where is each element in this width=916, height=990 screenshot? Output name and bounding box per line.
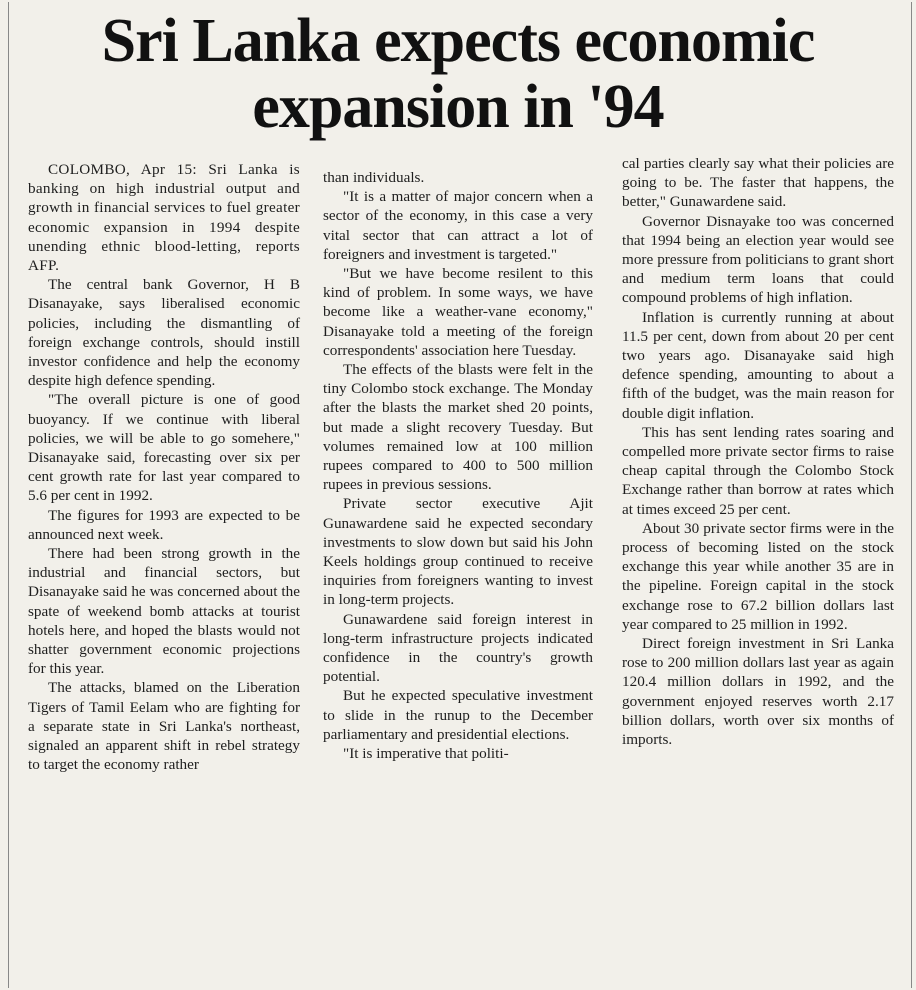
paragraph: "It is imperative that politi- <box>343 745 509 763</box>
article-column-2 <box>323 168 593 763</box>
paragraph: The central bank Governor, H B Disanayake, says liberalised economic policies, including the dismantling of foreign exchange controls, should instill investor confidence and help the economy despite high defence spending. <box>28 276 300 390</box>
paragraph: "It is a matter of major concern when a sector of the economy, in this case a very vital sector that can attract a lot of foreigners and investment is targeted." <box>323 188 593 263</box>
paragraph: Gunawardene said foreign interest in long-term infrastructure projects indicated confidence in the country's growth potential. <box>323 610 593 686</box>
paragraph: Private sector executive Ajit Gunawardene said he expected secondary investments to slow down but said his John Keels holdings group continued to receive inquiries from foreigners wanting to invest in long-term projects. <box>323 495 593 609</box>
headline <box>0 8 916 140</box>
paragraph: But he expected speculative investment to slide in the runup to the December parliamentary and presidential elections. <box>323 687 593 743</box>
paragraph: There had been strong growth in the industrial and financial sectors, but Disanayake said he was concerned about the spate of weekend bomb attacks at tourist hotels here, and hoped the blasts would not shatter government economic projections for this year. <box>28 545 300 678</box>
paragraph: About 30 private sector firms were in the process of becoming listed on the stock exchange this year while another 35 are in the pipeline. Foreign capital in the stock exchange rose to 67.2 billion dollars last year compared to 25 million in 1992. <box>622 519 894 633</box>
paragraph: The effects of the blasts were felt in the tiny Colombo stock exchange. The Monday after the blasts the market shed 20 points, but made a slight recovery Tuesday. But volumes remained low at 100 million rupees compared to 400 to 500 million rupees in previous sessions. <box>323 361 593 494</box>
paragraph: Governor Disnayake too was concerned that 1994 being an election year would see more pressure from politicians to grant short and medium term loans that could compound problems of high inflation. <box>622 212 894 307</box>
paragraph: than individuals. <box>323 169 425 186</box>
paragraph: The figures for 1993 are expected to be announced next week. <box>28 506 300 543</box>
paragraph: This has sent lending rates soaring and compelled more private sector firms to raise cheap capital through the Colombo Stock Exchange rather than borrow at rates which at times exceed 25 per cent. <box>622 423 894 518</box>
paragraph: Inflation is currently running at about 11.5 per cent, down from about 20 per cent two years ago. Disanayake said high defence spending, amounting to about a fifth of the budget, was the main reason for double digit inflation. <box>622 308 894 422</box>
paragraph: Direct foreign investment in Sri Lanka rose to 200 million dollars last year as again 120.4 million dollars in 1992, and the government enjoyed reserves worth 2.17 billion dollars, worth over six months of imports. <box>622 635 894 749</box>
headline-line-2: expansion in '94 <box>252 73 664 141</box>
paragraph: COLOMBO, Apr 15: Sri Lanka is banking on high industrial output and growth in financial services to fuel greater economic expansion in 1994 despite unending ethnic blood-letting, reports AFP. <box>28 161 300 275</box>
headline-line-1: Sri Lanka expects economic <box>101 7 815 75</box>
article-column-1 <box>28 160 300 775</box>
article-column-3 <box>622 154 894 749</box>
paragraph: The attacks, blamed on the Liberation Tigers of Tamil Eelam who are fighting for a separate state in Sri Lanka's northeast, signaled an apparent shift in rebel strategy to target the economy rather <box>28 679 300 774</box>
paragraph: cal parties clearly say what their policies are going to be. The faster that happens, the better," Gunawardene said. <box>622 155 894 211</box>
paragraph: "But we have become resilent to this kind of problem. In some ways, we have become like a weather-vane economy," Disanayake told a meeting of the foreign correspondents' association here Tuesday. <box>323 265 593 359</box>
paragraph: "The overall picture is one of good buoyancy. If we continue with liberal policies, we will be able to go somehere," Disanayake said, forecasting over six per cent growth rate for last year compared to 5.6 per cent in 1992. <box>28 391 300 505</box>
